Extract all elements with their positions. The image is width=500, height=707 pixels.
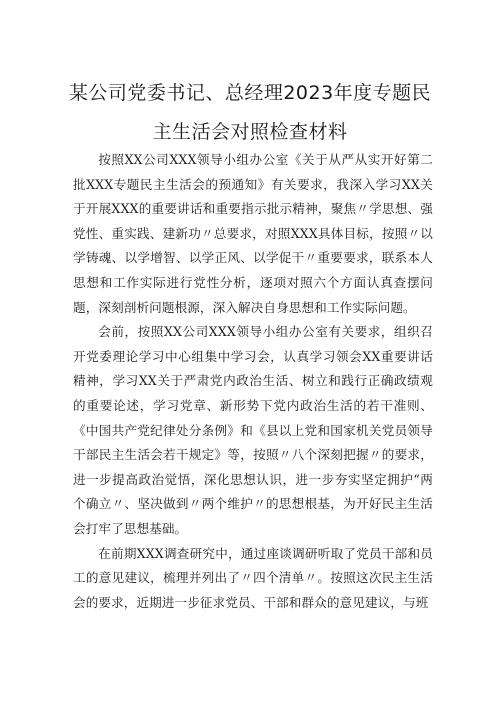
document-body: [73, 148, 433, 615]
document-title-line-2: 主生活会对照检查材料: [152, 121, 348, 143]
paragraph-2: 会前，按照XX公司XXX领导小组办公室有关要求，组织召开党委理论学习中心组集中学习会，认真学习领会XX重要讲话精神，学习XX关于严肃党内政治生活、树立和践行正确政绩观的重要论述，学习党章、新形势下党内政治生活的若干准则、《中国共产党纪律处分条例》和《县以上党和国家机关党员领导干部民主生活会若干规定》等，按照〃八个深刻把握〃的要求，进一步提高政治觉悟，深化思想认识，进一步夯实坚定拥护“两个确立〃、坚决做到〃两个维护〃的思想根基，为开好民主生活会打牢了思想基础。: [73, 324, 433, 536]
document-title-line-1: 某公司党委书记、总经理2023年度专题民: [68, 82, 432, 104]
paragraph-3: 在前期XXX调查研究中，通过座谈调研听取了党员干部和员工的意见建议，梳理并列出了〃四个清单〃。按照这次民主生活会的要求，近期进一步征求党员、干部和群众的意见建议，与班: [73, 545, 433, 610]
paragraph-1: 按照XX公司XXX领导小组办公室《关于从严从实开好第二批XXX专题民主生活会的预通知》有关要求，我深入学习XX关于开展XXX的重要讲话和重要指示批示精神，聚焦〃学思想、强党性、重实践、建新功〃总要求，对照XXX具体目标，按照〃以学铸魂、以学增智、以学正风、以学促干〃重要要求，联系本人思想和工作实际进行党性分析，逐项对照六个方面认真查摆问题，深刻剖析问题根源，深入解决自身思想和工作实际问题。: [73, 152, 433, 315]
